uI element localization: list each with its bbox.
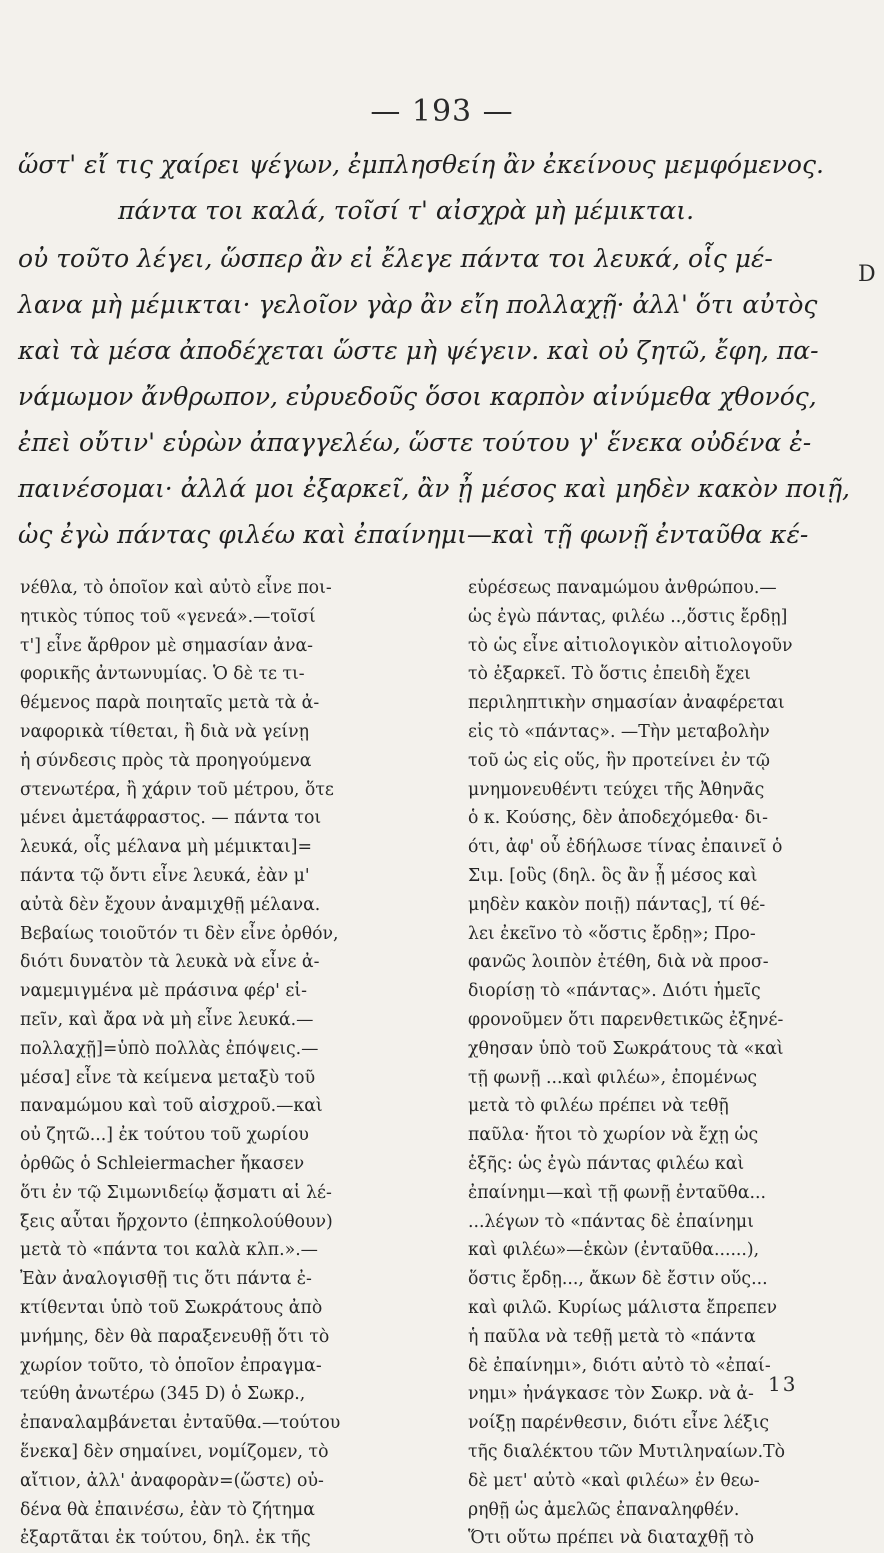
verse-line: λανα μὴ μέμικται· γελοῖον γὰρ ἂν εἴη πολλαχῇ· ἀλλ' ὅτι αὐτὸς xyxy=(18,290,818,319)
commentary-line: λει ἐκεῖνο τὸ «ὅστις ἔρδῃ»; Προ- xyxy=(468,923,756,944)
commentary-line: καὶ φιλῶ. Κυρίως μάλιστα ἔπρεπεν xyxy=(468,1297,777,1318)
commentary-line: ἡ παῦλα νὰ τεθῇ μετὰ τὸ «πάντα xyxy=(468,1326,756,1347)
commentary-line: διορίσῃ τὸ «πάντας». Διότι ἡμεῖς xyxy=(468,981,761,1002)
commentary-line: νοίξῃ παρένθεσιν, διότι εἶνε λέξις xyxy=(468,1413,770,1434)
commentary-line: μετὰ τὸ φιλέω πρέπει νὰ τεθῇ xyxy=(468,1096,729,1117)
commentary-line: χωρίον τοῦτο, τὸ ὁποῖον ἐπραγμα- xyxy=(20,1355,322,1376)
commentary-line: νέθλα, τὸ ὁποῖον καὶ αὐτὸ εἶνε ποι- xyxy=(20,578,332,598)
commentary-line: νημι» ἠνάγκασε τὸν Σωκρ. νὰ ἀ- xyxy=(468,1384,754,1405)
commentary-line: ...λέγων τὸ «πάντας δὲ ἐπαίνημι xyxy=(468,1211,754,1232)
commentary-line: πολλαχῇ]=ὑπὸ πολλὰς ἐπόψεις.— xyxy=(20,1038,319,1059)
commentary-line: μένει ἀμετάφραστος. — πάντα τοι xyxy=(20,808,322,829)
commentary-line: δὲ μετ' αὐτὸ «καὶ φιλέω» ἐν θεω- xyxy=(468,1470,760,1491)
commentary-line: μηδὲν κακὸν ποιῇ) πάντας], τί θέ- xyxy=(468,894,766,915)
commentary-line: ξεις αὗται ἤρχοντο (ἐπηκολούθουν) xyxy=(20,1211,333,1232)
verse-line: ἐπεὶ οὔτιν' εὑρὼν ἀπαγγελέω, ὥστε τούτου γ' ἕνεκα οὐδένα ἐ- xyxy=(18,428,812,457)
commentary-line: μέσα] εἶνε τὰ κείμενα μεταξὺ τοῦ xyxy=(20,1067,316,1088)
verse-line: καὶ τὰ μέσα ἀποδέχεται ὥστε μὴ ψέγειν. καὶ οὐ ζητῶ, ἔφη, πα- xyxy=(18,336,819,365)
commentary-line: μνημονευθέντι τεύχει τῆς Ἀθηνᾶς xyxy=(468,779,765,800)
margin-reference: D xyxy=(858,262,876,287)
commentary-line: ἐπαίνημι—καὶ τῇ φωνῇ ἐνταῦθα... xyxy=(468,1182,766,1203)
commentary-line: φρονοῦμεν ὅτι παρενθετικῶς ἐξηνέ- xyxy=(468,1009,784,1030)
commentary-line: τῆς διαλέκτου τῶν Μυτιληναίων.Τὸ xyxy=(468,1441,786,1462)
commentary-line: οὐ ζητῶ...] ἐκ τούτου τοῦ χωρίου xyxy=(20,1125,309,1146)
verse-line: ὡς ἐγὼ πάντας φιλέω καὶ ἐπαίνημι—καὶ τῇ φωνῇ ἐνταῦθα κέ- xyxy=(18,520,809,549)
verse-line: ὥστ' εἴ τις χαίρει ψέγων, ἐμπλησθείη ἂν ἐκείνους μεμφόμενος. xyxy=(18,150,824,179)
commentary-line: ἡ σύνδεσις πρὸς τὰ προηγούμενα xyxy=(20,750,312,771)
commentary-line: τοῦ ὡς εἰς οὕς, ἣν προτείνει ἐν τῷ xyxy=(468,750,770,771)
commentary-line: ὅτι ἐν τῷ Σιμωνιδείῳ ᾄσματι αἱ λέ- xyxy=(20,1182,332,1203)
commentary-line: ἑξῆς: ὡς ἐγὼ πάντας φιλέω καὶ xyxy=(468,1153,745,1174)
commentary-line: εὑρέσεως παναμώμου ἀνθρώπου.— xyxy=(468,578,777,598)
commentary-line: ὅστις ἔρδῃ..., ἄκων δὲ ἔστιν οὕς... xyxy=(468,1269,768,1290)
commentary-line: μνήμης, δὲν θὰ παραξενευθῇ ὅτι τὸ xyxy=(20,1326,330,1347)
commentary-line: ἐξαρτᾶται ἐκ τούτου, δηλ. ἐκ τῆς xyxy=(20,1528,311,1549)
commentary-line: δὲ ἐπαίνημι», διότι αὐτὸ τὸ «ἐπαί- xyxy=(468,1355,771,1376)
commentary-line: στενωτέρα, ἢ χάριν τοῦ μέτρου, ὅτε xyxy=(20,779,334,800)
page-number: — 193 — xyxy=(370,94,514,129)
verse-line: παινέσομαι· ἀλλά μοι ἐξαρκεῖ, ἂν ᾖ μέσος καὶ μηδὲν κακὸν ποιῇ, xyxy=(18,474,851,503)
commentary-line: διότι δυνατὸν τὰ λευκὰ νὰ εἶνε ἀ- xyxy=(20,952,320,973)
commentary-line: περιληπτικὴν σημασίαν ἀναφέρεται xyxy=(468,693,785,714)
commentary-line: ητικὸς τύπος τοῦ «γενεά».—τοῖσί xyxy=(20,606,316,627)
verse-line: νάμωμον ἄνθρωπον, εὐρυεδοῦς ὅσοι καρπὸν αἰνύμεθα χθονός, xyxy=(18,382,817,411)
commentary-line: ἕνεκα] δὲν σημαίνει, νομίζομεν, τὸ xyxy=(20,1441,329,1462)
commentary-line: ναφορικὰ τίθεται, ἢ διὰ νὰ γείνῃ xyxy=(20,721,310,742)
commentary-line: τὸ ἐξαρκεῖ. Τὸ ὅστις ἐπειδὴ ἔχει xyxy=(468,664,751,685)
printer-signature: 13 xyxy=(768,1372,798,1396)
commentary-line: φορικῆς ἀντωνυμίας. Ὁ δὲ τε τι- xyxy=(20,664,305,685)
commentary-line: αἴτιον, ἀλλ' ἀναφορὰν=(ὥστε) οὐ- xyxy=(20,1470,324,1491)
commentary-line: πάντα τῷ ὄντι εἶνε λευκά, ἐὰν μ' xyxy=(20,865,310,886)
commentary-line: Ὅτι οὕτω πρέπει νὰ διαταχθῇ τὸ xyxy=(468,1528,755,1549)
commentary-line: καὶ φιλέω»—ἑκὼν (ἐνταῦθα......), xyxy=(468,1240,760,1261)
commentary-line: Βεβαίως τοιοῦτόν τι δὲν εἶνε ὀρθόν, xyxy=(20,923,339,944)
commentary-line: ὀρθῶς ὁ Schleiermacher ἤκασεν xyxy=(20,1153,305,1174)
verse-line: οὐ τοῦτο λέγει, ὥσπερ ἂν εἰ ἔλεγε πάντα τοι λευκά, οἷς μέ- xyxy=(18,244,773,273)
commentary-line: Ἐὰν ἀναλογισθῇ τις ὅτι πάντα ἐ- xyxy=(20,1269,312,1290)
commentary-line: θέμενος παρὰ ποιηταῖς μετὰ τὰ ἀ- xyxy=(20,693,320,714)
commentary-line: πεῖν, καὶ ἄρα νὰ μὴ εἶνε λευκά.— xyxy=(20,1009,314,1030)
commentary-line: παναμώμου καὶ τοῦ αἰσχροῦ.—καὶ xyxy=(20,1096,323,1117)
commentary-line: τ'] εἶνε ἄρθρον μὲ σημασίαν ἀνα- xyxy=(20,635,313,656)
verse-line: πάντα τοι καλά, τοῖσί τ' αἰσχρὰ μὴ μέμικται. xyxy=(118,196,695,225)
commentary-line: παῦλα· ἤτοι τὸ χωρίον νὰ ἔχῃ ὡς xyxy=(468,1125,759,1146)
commentary-line: τῇ φωνῇ ...καὶ φιλέω», ἐπομένως xyxy=(468,1067,758,1088)
commentary-line: μετὰ τὸ «πάντα τοι καλὰ κλπ.».— xyxy=(20,1240,318,1261)
commentary-line: δένα θὰ ἐπαινέσω, ἐὰν τὸ ζήτημα xyxy=(20,1499,315,1520)
commentary-line: φανῶς λοιπὸν ἐτέθη, διὰ νὰ προσ- xyxy=(468,952,769,973)
commentary-line: ότι, ἀφ' οὗ ἐδήλωσε τίνας ἐπαινεῖ ὁ xyxy=(468,837,783,858)
commentary-left-column xyxy=(20,574,380,1553)
commentary-line: ναμεμιγμένα μὲ πράσινα φέρ' εἰ- xyxy=(20,981,307,1002)
commentary-right-column xyxy=(468,574,848,1553)
commentary-line: αὐτὰ δὲν ἔχουν ἀναμιχθῇ μέλανα. xyxy=(20,894,321,915)
commentary-line: τεύθη ἀνωτέρω (345 D) ὁ Σωκρ., xyxy=(20,1384,306,1405)
commentary-line: ρηθῇ ὡς ἀμελῶς ἐπαναληφθέν. xyxy=(468,1499,740,1520)
commentary-line: Σιμ. [οὓς (δηλ. ὃς ἂν ᾖ μέσος καὶ xyxy=(468,865,758,886)
commentary-line: χθησαν ὑπὸ τοῦ Σωκράτους τὰ «καὶ xyxy=(468,1038,784,1059)
commentary-line: τὸ ὡς εἶνε αἰτιολογικὸν αἰτιολογοῦν xyxy=(468,635,793,656)
commentary-line: ὁ κ. Κούσης, δὲν ἀποδεχόμεθα· δι- xyxy=(468,808,768,829)
commentary-line: κτίθενται ὑπὸ τοῦ Σωκράτους ἀπὸ xyxy=(20,1297,323,1318)
commentary-line: ἐπαναλαμβάνεται ἐνταῦθα.—τούτου xyxy=(20,1413,341,1434)
commentary-line: εἰς τὸ «πάντας». —Τὴν μεταβολὴν xyxy=(468,721,770,742)
commentary-line: ὡς ἐγὼ πάντας, φιλέω ..,ὅστις ἔρδῃ] xyxy=(468,606,788,627)
commentary-line: λευκά, οἷς μέλανα μὴ μέμικται]= xyxy=(20,837,312,858)
